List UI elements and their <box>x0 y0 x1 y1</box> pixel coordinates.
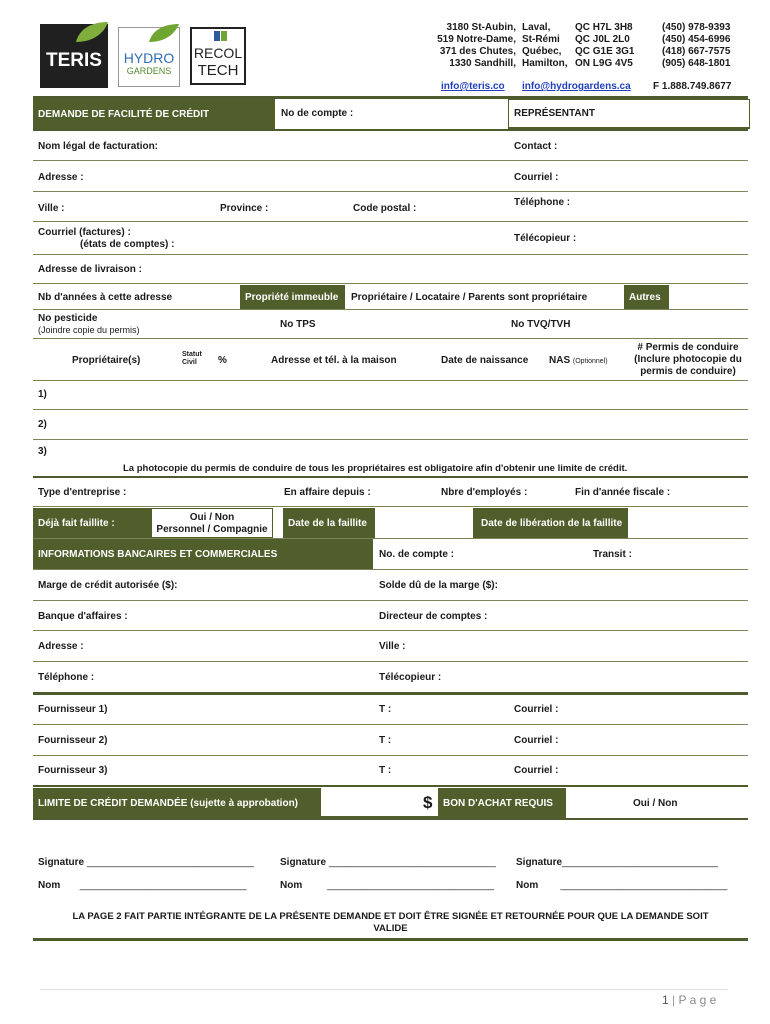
bankruptcy-date-band: Date de la faillite <box>283 508 375 538</box>
signature-1: Signature ______________________________ <box>38 857 254 868</box>
supplier-3-email-label: Courriel : <box>514 765 559 776</box>
divider <box>33 380 748 381</box>
address-phone-column: (450) 978-9393 (450) 454-6996 (418) 667-7575 (905) 648-1801 <box>662 22 731 69</box>
recol-tech-logo <box>190 27 246 85</box>
bankruptcy-band: Déjà fait faillite : <box>33 508 151 538</box>
supplier-2-phone-label: T : <box>379 735 392 746</box>
purchase-order-band: BON D'ACHAT REQUIS <box>438 788 566 818</box>
postal-code-label: Code postal : <box>353 203 417 214</box>
contact-label: Contact : <box>514 141 558 152</box>
divider <box>33 630 748 631</box>
supplier-1-email-label: Courriel : <box>514 704 559 715</box>
license-header: # Permis de conduire (Inclure photocopie du permis de conduire) <box>634 342 742 377</box>
divider <box>33 221 748 222</box>
bank-phone-label: Téléphone : <box>38 672 95 683</box>
divider <box>33 338 748 339</box>
bankruptcy-options[interactable]: Oui / Non Personnel / Compagnie <box>151 508 273 538</box>
owner-options[interactable]: Propriétaire / Locataire / Parents sont propriétaire <box>351 292 588 303</box>
transit-label: Transit : <box>593 549 632 560</box>
bank-fax-label: Télécopieur : <box>379 672 442 683</box>
recycle-icon <box>212 29 230 43</box>
divider <box>33 661 748 662</box>
owner-row-1: 1) <box>38 389 47 400</box>
address-street-column: 3180 St-Aubin, 519 Notre-Dame, 371 des Chutes, 1330 Sandhill, <box>437 22 516 69</box>
hydro-logo-text: HYDRO <box>123 50 175 66</box>
fiscal-year-end-label: Fin d'année fiscale : <box>575 487 671 498</box>
address-postal-column: QC H7L 3H8 QC J0L 2L0 QC G1E 3G1 ON L9G 4V5 <box>575 22 635 69</box>
supplier-1-label: Fournisseur 1) <box>38 704 108 715</box>
divider <box>33 600 748 601</box>
supplier-2-label: Fournisseur 2) <box>38 735 108 746</box>
bank-name-label: Banque d'affaires : <box>38 611 128 622</box>
divider <box>33 160 748 161</box>
civil-status-header: Statut Civil <box>182 351 202 366</box>
divider <box>33 818 748 820</box>
supplier-3-phone-label: T : <box>379 765 392 776</box>
divider <box>33 191 748 192</box>
divider <box>33 785 748 787</box>
gardens-logo-text: GARDENS <box>126 66 172 76</box>
divider <box>33 938 748 941</box>
bank-info-band: INFORMATIONS BANCAIRES ET COMMERCIALES <box>33 539 373 569</box>
toll-free-fax: F 1.888.749.8677 <box>653 81 732 92</box>
divider <box>33 724 748 725</box>
dob-header: Date de naissance <box>441 355 529 366</box>
email-teris-link[interactable]: info@teris.co <box>441 81 505 92</box>
license-notice: La photocopie du permis de conduire de tous les propriétaires est obligatoire afin d'obtenir une limite de crédit. <box>123 463 628 474</box>
owner-row-3: 3) <box>38 446 47 457</box>
province-label: Province : <box>220 203 269 214</box>
divider <box>33 569 748 570</box>
leaf-icon <box>147 22 181 44</box>
tvq-label: No TVQ/TVH <box>511 319 571 330</box>
supplier-2-email-label: Courriel : <box>514 735 559 746</box>
phone-label: Téléphone : <box>514 197 571 208</box>
legal-name-label: Nom légal de facturation: <box>38 141 159 152</box>
bank-city-label: Ville : <box>379 641 406 652</box>
account-number-label: No de compte : <box>281 108 354 119</box>
bank-address-label: Adresse : <box>38 641 84 652</box>
name-3: Nom ______________________________ <box>516 880 728 891</box>
owners-header: Propriétaire(s) <box>72 355 141 366</box>
divider <box>33 506 748 507</box>
divider <box>33 692 748 695</box>
divider <box>33 439 748 440</box>
city-label: Ville : <box>38 203 65 214</box>
pesticide-label: No pesticide <box>38 313 98 324</box>
divider <box>33 129 748 131</box>
representative-label: REPRÉSENTANT <box>514 108 595 119</box>
email-hydro-link[interactable]: info@hydrogardens.ca <box>522 81 631 92</box>
credit-limit-amount-field[interactable] <box>321 788 438 818</box>
page2-notice: LA PAGE 2 FAIT PARTIE INTÉGRANTE DE LA PRÉSENTE DEMANDE ET DOIT ÊTRE SIGNÉE ET RETOURNÉE POUR QUE LA DEMANDE SOIT VALIDE <box>72 911 709 934</box>
dollar-sign: $ <box>423 793 433 812</box>
divider <box>33 309 748 310</box>
pesticide-note: (Joindre copie du permis) <box>38 325 140 335</box>
tech-logo-text: TECH <box>197 62 239 79</box>
purchase-order-options[interactable]: Oui / Non <box>633 798 678 809</box>
divider <box>33 254 748 255</box>
tps-label: No TPS <box>280 319 316 330</box>
hydro-gardens-logo <box>118 27 180 87</box>
margin-balance-label: Solde dû de la marge ($): <box>379 580 498 591</box>
divider <box>33 409 748 410</box>
employees-label: Nbre d'employés : <box>441 487 528 498</box>
teris-logo <box>40 24 108 88</box>
supplier-1-phone-label: T : <box>379 704 392 715</box>
address-label: Adresse : <box>38 172 84 183</box>
signature-3: Signature____________________________ <box>516 857 718 868</box>
credit-request-band: DEMANDE DE FACILITÉ DE CRÉDIT <box>33 99 275 129</box>
home-address-header: Adresse et tél. à la maison <box>271 355 397 366</box>
name-1: Nom ______________________________ <box>38 880 247 891</box>
credit-limit-band: LIMITE DE CRÉDIT DEMANDÉE (sujette à approbation) <box>33 788 321 818</box>
nas-header: NAS (Optionnel) <box>549 355 608 366</box>
email-label: Courriel : <box>514 172 559 183</box>
credit-margin-label: Marge de crédit autorisée ($): <box>38 580 178 591</box>
page-number: 1 | P a g e <box>662 993 717 1007</box>
in-business-since-label: En affaire depuis : <box>284 487 371 498</box>
leaf-icon <box>74 20 110 44</box>
divider <box>33 283 748 284</box>
recol-logo-text: RECOL <box>193 45 243 61</box>
account-manager-label: Directeur de comptes : <box>379 611 488 622</box>
supplier-3-label: Fournisseur 3) <box>38 765 108 776</box>
others-band: Autres <box>624 285 669 309</box>
name-2: Nom ______________________________ <box>280 880 495 891</box>
release-date-band: Date de libération de la faillite <box>473 508 628 538</box>
delivery-address-label: Adresse de livraison : <box>38 264 142 275</box>
percent-header: % <box>218 355 227 366</box>
property-band: Propriété immeuble <box>240 285 345 309</box>
footer-rule <box>40 989 728 990</box>
address-city-column: Laval, St-Rémi Québec, Hamilton, <box>522 22 568 69</box>
owner-row-2: 2) <box>38 419 47 430</box>
divider <box>33 476 748 478</box>
statements-email-label: (états de comptes) : <box>80 239 175 250</box>
invoice-email-label: Courriel (factures) : <box>38 227 131 238</box>
teris-logo-text: TERIS <box>46 50 102 71</box>
signature-2: Signature ______________________________ <box>280 857 496 868</box>
divider <box>33 755 748 756</box>
bank-account-label: No. de compte : <box>379 549 455 560</box>
years-at-address-label: Nb d'années à cette adresse <box>38 292 173 303</box>
business-type-label: Type d'entreprise : <box>38 487 127 498</box>
fax-label: Télécopieur : <box>514 233 577 244</box>
